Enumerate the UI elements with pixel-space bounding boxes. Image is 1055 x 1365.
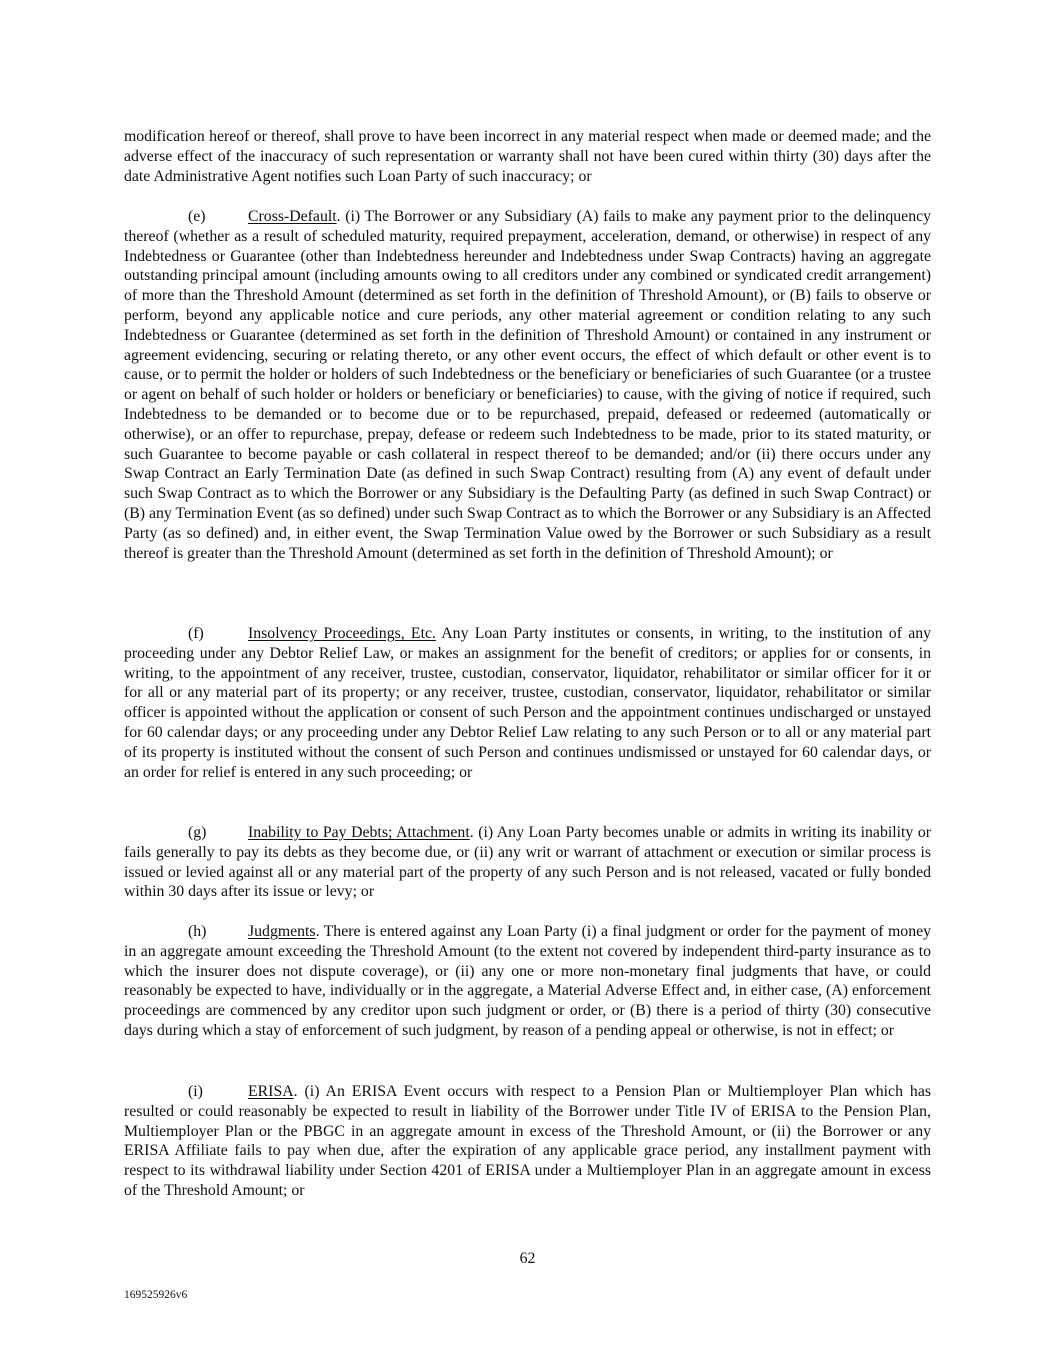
paragraph-body: . There is entered against any Loan Party (i) a final judgment or order for the payment of money in an aggregate amount exceeding the Threshold Amount (to the extent not covered by independent third-party insurance as to which the insurer does not dispute coverage), or (ii) any one or more non-monetary final judgments that have, or could reasonably be expected to have, individually or in the aggregate, a Material Adverse Effect and, in either case, (A) enforcement proceedings are commenced by any creditor upon such judgment or order, or (B) there is a period of thirty (30) consecutive days during which a stay of enforcement of such judgment, by reason of a pending appeal or otherwise, is not in effect; or: [124, 923, 931, 1039]
paragraph-body: Any Loan Party institutes or consents, in writing, to the institution of any proceeding under any Debtor Relief Law, or makes an assignment for the benefit of creditors; or applies for or consents, in writing, to the appointment of any receiver, trustee, custodian, conservator, liquidator, rehabilitator or similar officer for it or for all or any material part of its property; or any receiver, trustee, custodian, conservator, liquidator, rehabilitator or similar officer is appointed without the application or consent of such Person and the appointment continues undischarged or unstayed for 60 calendar days; or any proceeding under any Debtor Relief Law relating to any such Person or to all or any material part of its property is instituted without the consent of such Person and continues undismissed or unstayed for 60 calendar days, or an order for relief is entered in any such proceeding; or: [124, 625, 931, 781]
section-heading: Insolvency Proceedings, Etc.: [248, 625, 436, 642]
paragraph-judgments: [124, 922, 931, 1041]
paragraph-erisa: [124, 1082, 931, 1201]
paragraph-label: (i): [188, 1083, 203, 1100]
paragraph-insolvency-proceedings: [124, 624, 931, 782]
paragraph-label: (f): [188, 625, 204, 642]
paragraph-body: modification hereof or thereof, shall prove to have been incorrect in any material respect when made or deemed made; and the adverse effect of the inaccuracy of such representation or warranty shall not have been cured within thirty (30) days after the date Administrative Agent notifies such Loan Party of such inaccuracy; or: [124, 128, 931, 185]
paragraph-body: . (i) An ERISA Event occurs with respect to a Pension Plan or Multiemployer Plan which has resulted or could reasonably be expected to result in liability of the Borrower under Title IV of ERISA to the Pension Plan, Multiemployer Plan or the PBGC in an aggregate amount in excess of the Threshold Amount, or (ii) the Borrower or any ERISA Affiliate fails to pay when due, after the expiration of any applicable grace period, any installment payment with respect to its withdrawal liability under Section 4201 of ERISA under a Multiemployer Plan in an aggregate amount in excess of the Threshold Amount; or: [124, 1083, 931, 1199]
paragraph-body: . (i) The Borrower or any Subsidiary (A) fails to make any payment prior to the delinquency thereof (whether as a result of scheduled maturity, required prepayment, acceleration, demand, or otherwise) in respect of any Indebtedness or Guarantee (other than Indebtedness hereunder and Indebtedness under Swap Contracts) having an aggregate outstanding principal amount (including amounts owing to all creditors under any combined or syndicated credit arrangement) of more than the Threshold Amount (determined as set forth in the definition of Threshold Amount), or (B) fails to observe or perform, beyond any applicable notice and cure periods, any other material agreement or condition relating to any such Indebtedness or Guarantee (determined as set forth in the definition of Threshold Amount) or contained in any instrument or agreement evidencing, securing or relating thereto, or any other event occurs, the effect of which default or other event is to cause, or to permit the holder or holders of such Indebtedness or the beneficiary or beneficiaries of such Guarantee (or a trustee or agent on behalf of such holder or holders or beneficiary or beneficiaries) to cause, with the giving of notice if required, such Indebtedness to be demanded or to become due or to be repurchased, prepaid, defeased or redeemed (automatically or otherwise), or an offer to repurchase, prepay, defease or redeem such Indebtedness to be made, prior to its stated maturity, or such Guarantee to become payable or cash collateral in respect thereof to be demanded; and/or (ii) there occurs under any Swap Contract an Early Termination Date (as defined in such Swap Contract) resulting from (A) any event of default under such Swap Contract as to which the Borrower or any Subsidiary is the Defaulting Party (as defined in such Swap Contract) or (B) any Termination Event (as so defined) under such Swap Contract as to which the Borrower or any Subsidiary is an Affected Party (as so defined) and, in either event, the Swap Termination Value owed by the Borrower or such Subsidiary as a result thereof is greater than the Threshold Amount (determined as set forth in the definition of Threshold Amount); or: [124, 208, 931, 562]
paragraph-inability-to-pay-debts: [124, 823, 931, 902]
section-heading: ERISA: [248, 1083, 294, 1100]
paragraph-continuation: [124, 127, 931, 186]
section-heading: Judgments: [248, 923, 316, 940]
paragraph-label: (e): [188, 208, 206, 225]
document-id: 169525926v6: [124, 1289, 188, 1301]
section-heading: Inability to Pay Debts; Attachment: [248, 824, 470, 841]
paragraph-label: (g): [188, 824, 207, 841]
paragraph-label: (h): [188, 923, 207, 940]
page-number: 62: [519, 1250, 536, 1267]
section-heading: Cross-Default: [248, 208, 337, 225]
paragraph-body: . (i) Any Loan Party becomes unable or admits in writing its inability or fails generally to pay its debts as they become due, or (ii) any writ or warrant of attachment or execution or similar process is issued or levied against all or any material part of the property of any such Person and is not released, vacated or fully bonded within 30 days after its issue or levy; or: [124, 824, 931, 901]
paragraph-cross-default: [124, 207, 931, 563]
